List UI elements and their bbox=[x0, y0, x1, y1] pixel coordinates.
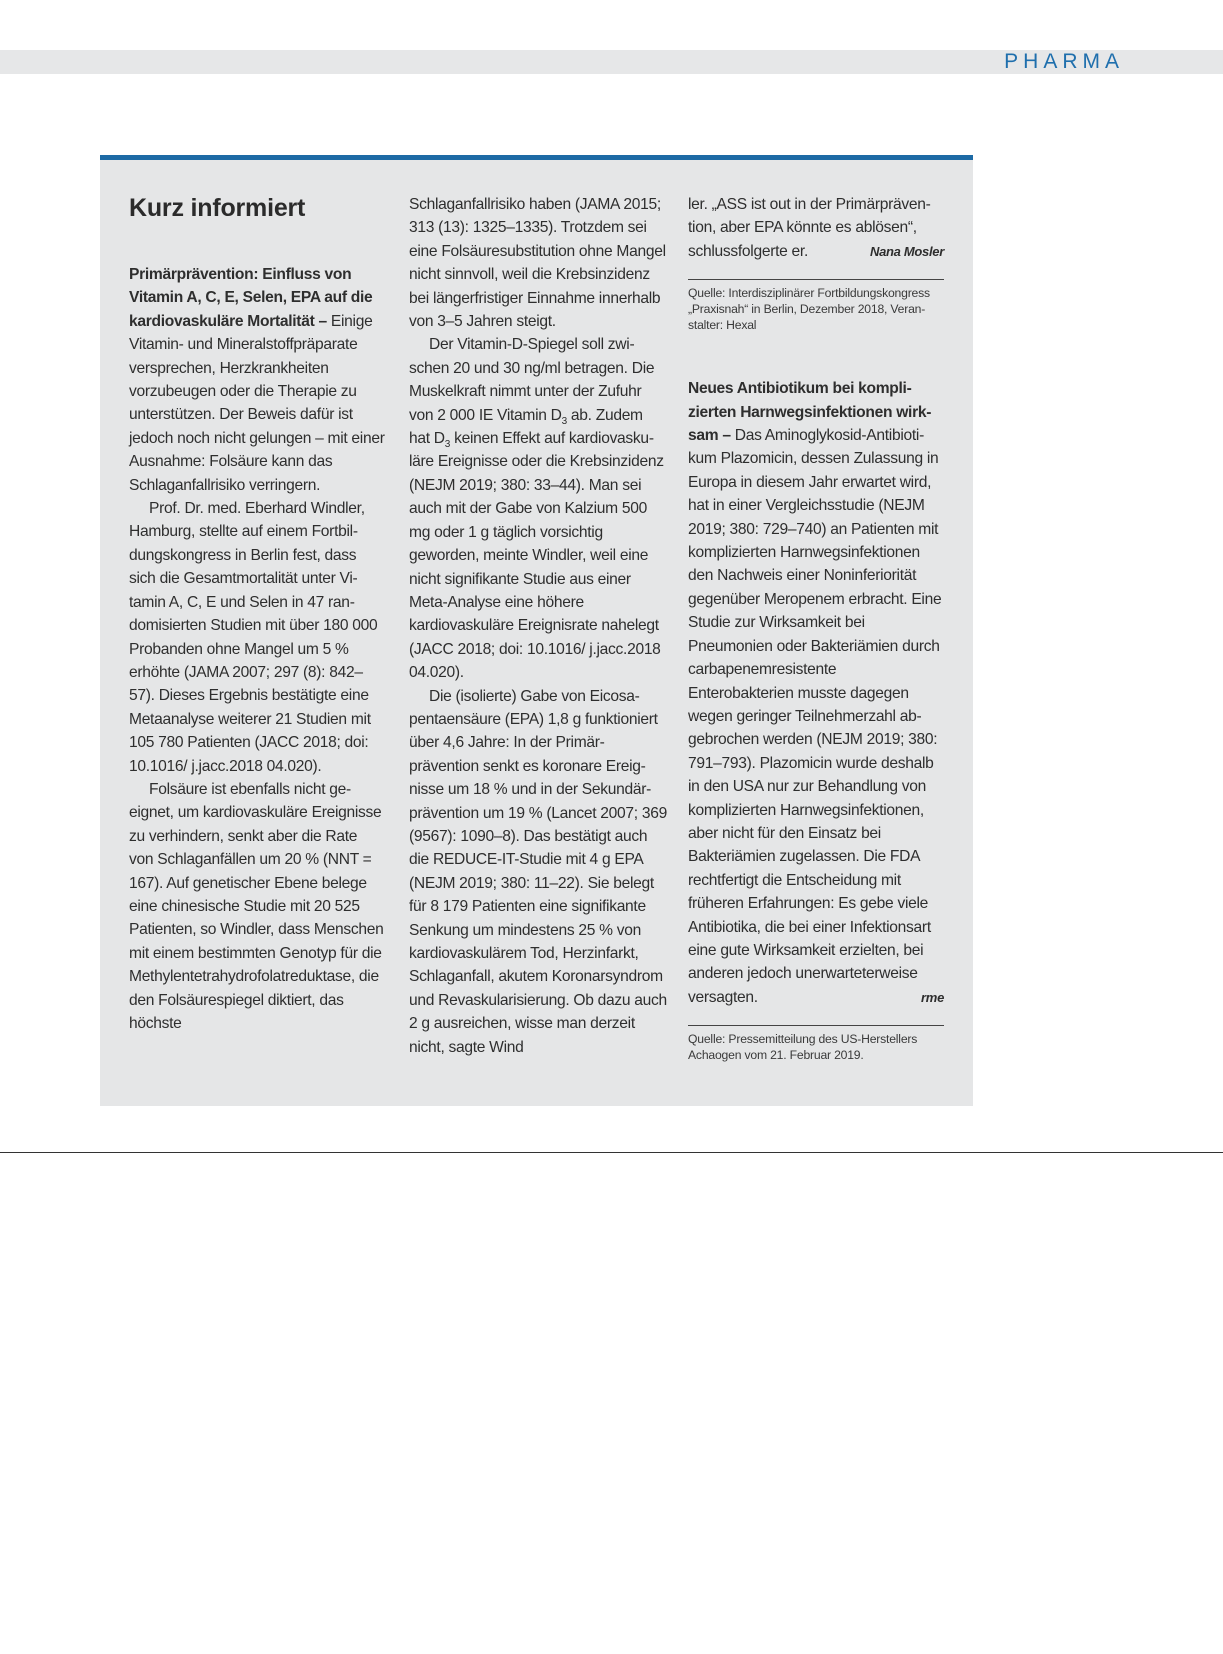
lead-heading-1: Primärprävention: Einfluss von Vitamin A, C, E, Selen, EPA auf die kardiovaskuläre Mortalität – bbox=[129, 266, 373, 330]
paragraph: Schlaganfallrisiko haben (JAMA 2015; 313 (13): 1325–1335). Trotzdem sei eine Folsäuresubstitution ohne Mangel nicht sinnvoll, weil die Krebsinzidenz bei längerfristiger Einnahme innerhalb von 3–5 Jahren steigt. bbox=[409, 196, 666, 331]
source-note: Quelle: Interdisziplinärer Fortbildungskongress „Praxisnah“ in Berlin, Dezember 2018, Veranstalter: Hexal bbox=[688, 286, 930, 333]
text-run: ler. „ASS ist out in der Primärprävention, aber EPA könnte es ablösen“, schlussfolgerte er. bbox=[688, 196, 931, 260]
paragraph-vitamin-d bbox=[409, 333, 667, 684]
section-label: PHARMA bbox=[1004, 50, 1124, 73]
text-run: ab. Zudem hat D bbox=[409, 406, 643, 448]
text-run: Der Vitamin-D-Spiegel soll zwischen 20 und 30 ng/ml betragen. Die Muskelkraft nimmt unter der Zufuhr von 2 000 IE Vitamin D bbox=[409, 336, 655, 424]
subscript: 3 bbox=[561, 415, 567, 427]
article-title: Kurz informiert bbox=[129, 194, 306, 222]
info-box bbox=[100, 155, 973, 1106]
source-divider bbox=[688, 1025, 944, 1026]
source-divider bbox=[688, 279, 944, 280]
subscript: 3 bbox=[444, 439, 451, 451]
author-signature: Nana Mosler bbox=[869, 243, 944, 259]
paragraph: Folsäure ist ebenfalls nicht geeignet, um kardiovaskuläre Ereignisse zu verhindern, senkt aber die Rate von Schlaganfällen um 20 % (NNT = 167). Auf genetischer Ebene belege eine chinesische Studie mit 20 525 Patienten, so Windler, dass Menschen mit einem bestimmten Genotyp für die Methylentetrahydrofolatreduktase, die den Folsäurespiegel diktiert, das höchste bbox=[129, 780, 384, 1032]
lead-text-1: Einige Vitamin- und Mineralstoffpräparate versprechen, Herzkrankheiten vorzubeugen oder die Therapie zu unterstützen. Der Beweis dafür ist jedoch noch nicht gelungen – mit einer Ausnahme: Folsäure kann das Schlaganfallrisiko verringern. bbox=[129, 312, 385, 494]
paragraph: Prof. Dr. med. Eberhard Windler, Hamburg, stellte auf einem Fortbildungskongress in Berlin fest, dass sich die Gesamtmortalität unter Vitamin A, C, E und Selen in 47 randomisierten Studien mit über 180 000 Probanden ohne Mangel um 5 % erhöhte (JAMA 2007; 297 (8): 842–57). Dieses Ergebnis bestätigte eine Metaanalyse weiterer 21 Studien mit 105 780 Patienten (JACC 2018; doi: 10.1016/ j.jacc.2018 04.020). bbox=[129, 500, 378, 775]
column-3 bbox=[688, 193, 944, 1063]
paragraph: Die (isolierte) Gabe von Eicosapentaensäure (EPA) 1,8 g funktioniert über 4,6 Jahre: In der Primärprävention senkt es koronare Ereignisse um 18 % und in der Sekundärprävention um 19 % (Lancet 2007; 369 (9567): 1090–8). Das bestätigt auch die REDUCE-IT-Studie mit 4 g EPA (NEJM 2019; 380: 11–22). Sie belegt für 8 179 Patienten eine signifikante Senkung um mindestens 25 % von kardiovaskulärem Tod, Herzinfarkt, Schlaganfall, akutem Koronarsyndrom und Revaskularisierung. Ob dazu auch 2 g ausreichen, wisse man derzeit nicht, sagte Wind bbox=[409, 687, 667, 1056]
paragraph-antibiotic bbox=[688, 377, 944, 1009]
paragraph bbox=[688, 193, 944, 263]
page-divider bbox=[0, 1152, 1223, 1153]
author-signature: rme bbox=[921, 989, 944, 1005]
source-note: Quelle: Pressemitteilung des US-Herstellers Achaogen vom 21. Februar 2019. bbox=[688, 1032, 918, 1063]
paragraph-intro bbox=[129, 263, 385, 497]
column-2 bbox=[409, 193, 667, 1059]
lead-heading-2: Neues Antibiotikum bei komplizierten Harnwegsinfektionen wirksam – bbox=[688, 380, 932, 445]
column-1 bbox=[129, 193, 385, 1035]
lead-text-2: Das Aminoglykosid-Antibiotikum Plazomicin, dessen Zulassung in Europa in diesem Jahr erwartet wird, hat in einer Vergleichsstudie (NEJM 2019; 380: 729–740) an Patienten mit komplizierten Harnwegsinfektionen den Nachweis einer Noninferiorität gegenüber Meropenem erbracht. Eine Studie zur Wirksamkeit bei Pneumonien oder Bakteriämien durch carbapenemresistente Enterobakterien musste dagegen wegen geringer Teilnehmerzahl abgebrochen werden (NEJM 2019; 380: 791–793). Plazomicin wurde deshalb in den USA nur zur Behandlung von komplizierten Harnwegsinfektionen, aber nicht für den Einsatz bei Bakteriämien zugelassen. Die FDA rechtfertigt die Entscheidung mit früheren Erfahrungen: Es gebe viele Antibiotika, die bei einer Infektionsart eine gute Wirksamkeit erzielten, bei anderen jedoch unerwarteterweise versagten. bbox=[688, 427, 942, 1006]
text-run: keinen Effekt auf kardiovaskuläre Ereignisse oder die Krebsinzidenz (NEJM 2019; 380: 33–44). Man sei auch mit der Gabe von Kalzium 500 mg oder 1 g täglich vorsichtig geworden, meinte Windler, weil eine nicht signifikante Studie aus einer Meta-Analyse eine höhere kardiovaskuläre Ereignisrate nahelegt (JACC 2018; doi: 10.1016/ j.jacc.2018 04.020). bbox=[409, 430, 664, 682]
